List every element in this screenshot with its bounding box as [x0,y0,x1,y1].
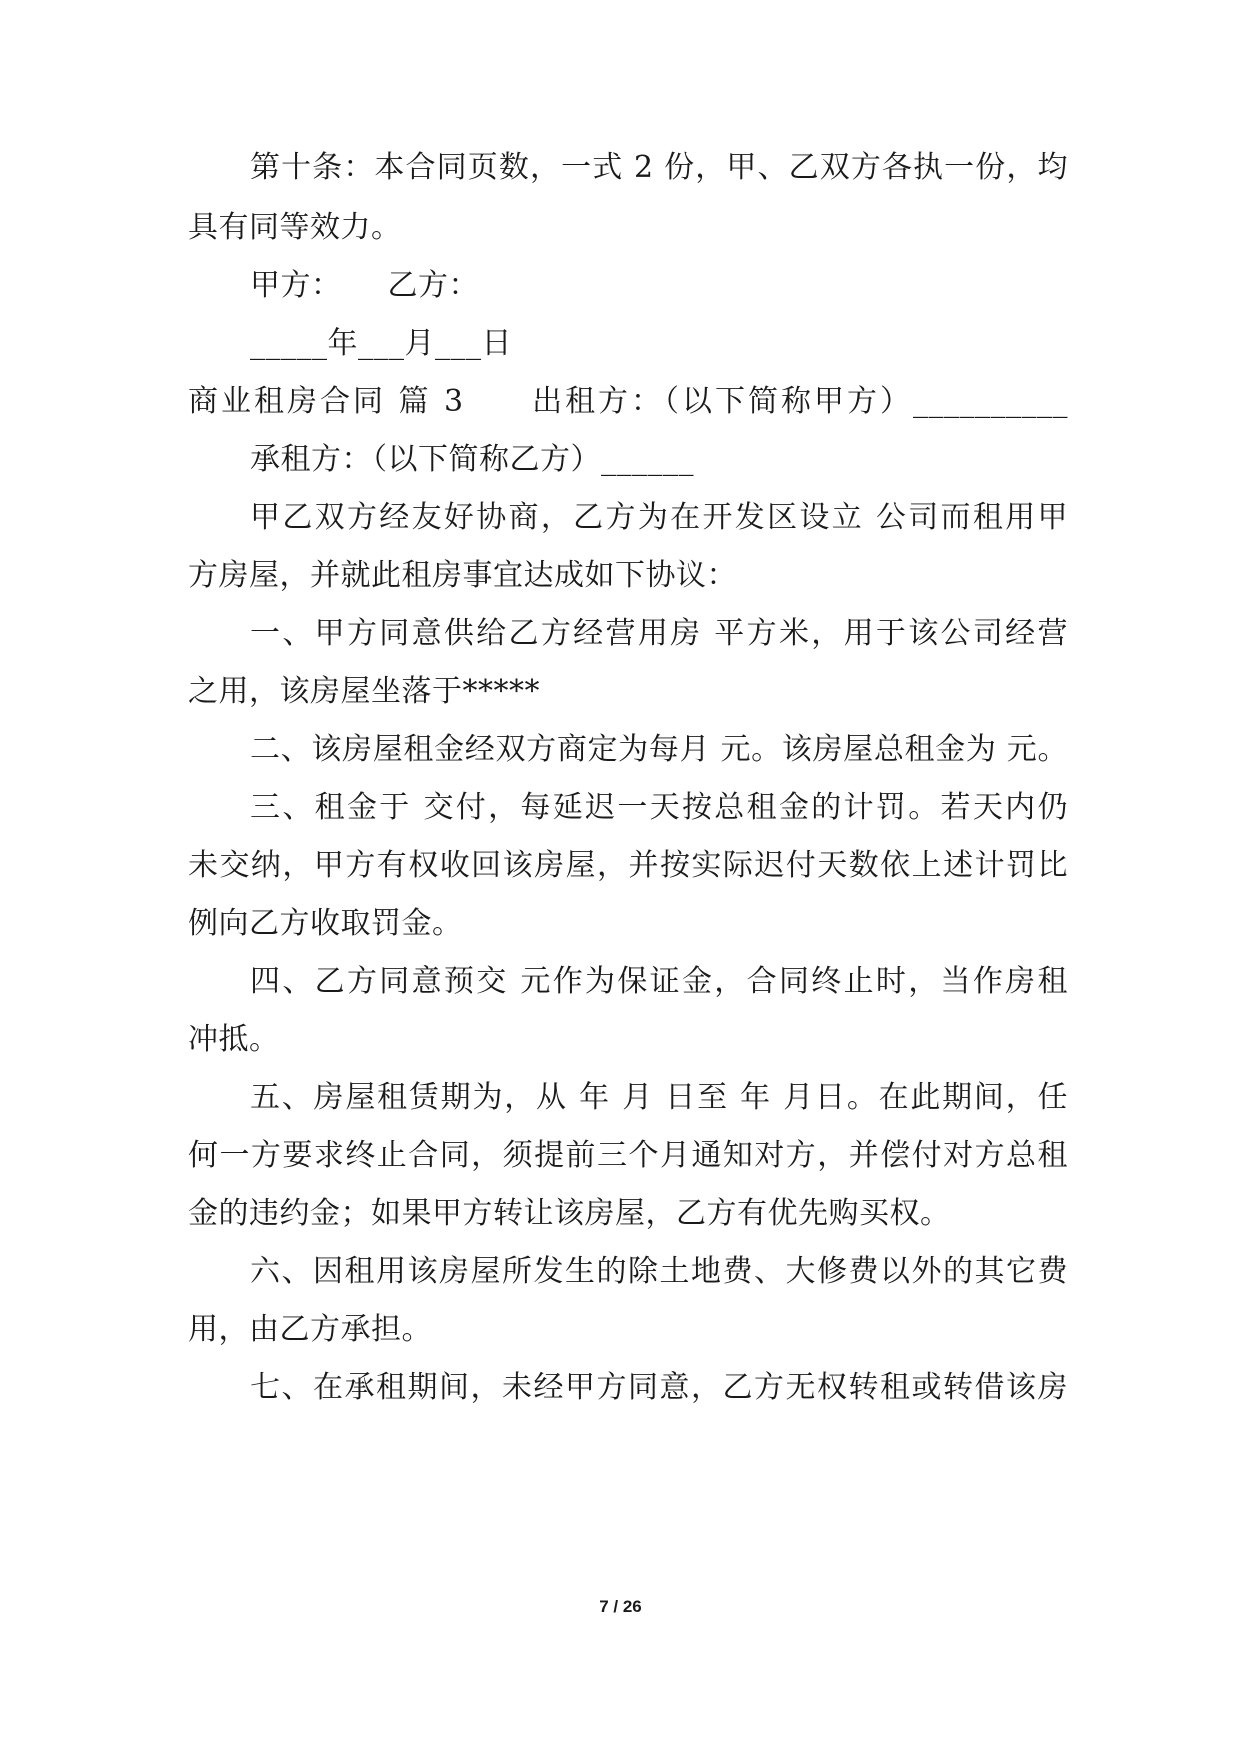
contract-heading-lessor: 商业租房合同 篇 3 出租方：（以下简称甲方）__________ [188,384,1068,419]
clause-10-line-2: 具有同等效力。 [188,210,402,245]
clause-6-line-1: 六、因租用该房屋所发生的除土地费、大修费以外的其它费 [250,1254,1068,1289]
signature-parties: 甲方： 乙方： [250,268,479,303]
page-number: 7 / 26 [599,1597,642,1616]
clause-4-line-1: 四、乙方同意预交 元作为保证金，合同终止时，当作房租 [250,964,1068,999]
lessee-line: 承租方：（以下简称乙方）______ [250,442,694,477]
clause-5-line-2: 何一方要求终止合同，须提前三个月通知对方，并偿付对方总租 [188,1138,1068,1173]
clause-2-line-1: 二、该房屋租金经双方商定为每月 元。该房屋总租金为 元。 [250,732,1068,767]
clause-5-line-3: 金的违约金；如果甲方转让该房屋，乙方有优先购买权。 [188,1196,951,1231]
clause-3-line-3: 例向乙方收取罚金。 [188,906,463,941]
clause-1-line-1: 一、甲方同意供给乙方经营用房 平方米，用于该公司经营 [250,616,1068,651]
clause-3-line-1: 三、租金于 交付，每延迟一天按总租金的计罚。若天内仍 [250,790,1068,825]
clause-3-line-2: 未交纳，甲方有权收回该房屋，并按实际迟付天数依上述计罚比 [188,848,1068,883]
clause-7-line-1: 七、在承租期间，未经甲方同意，乙方无权转租或转借该房 [250,1370,1068,1405]
clause-6-line-2: 用，由乙方承担。 [188,1312,432,1347]
preamble-line-1: 甲乙双方经友好协商，乙方为在开发区设立 公司而租用甲 [250,500,1068,535]
clause-4-line-2: 冲抵。 [188,1022,280,1057]
signature-date: _____年___月___日 [250,326,512,361]
preamble-line-2: 方房屋，并就此租房事宜达成如下协议： [188,558,737,593]
clause-10-line-1: 第十条：本合同页数，一式 2 份，甲、乙双方各执一份，均 [250,150,1068,185]
clause-1-line-2: 之用，该房屋坐落于***** [188,674,540,709]
clause-5-line-1: 五、房屋租赁期为，从 年 月 日至 年 月日。在此期间，任 [250,1080,1068,1115]
